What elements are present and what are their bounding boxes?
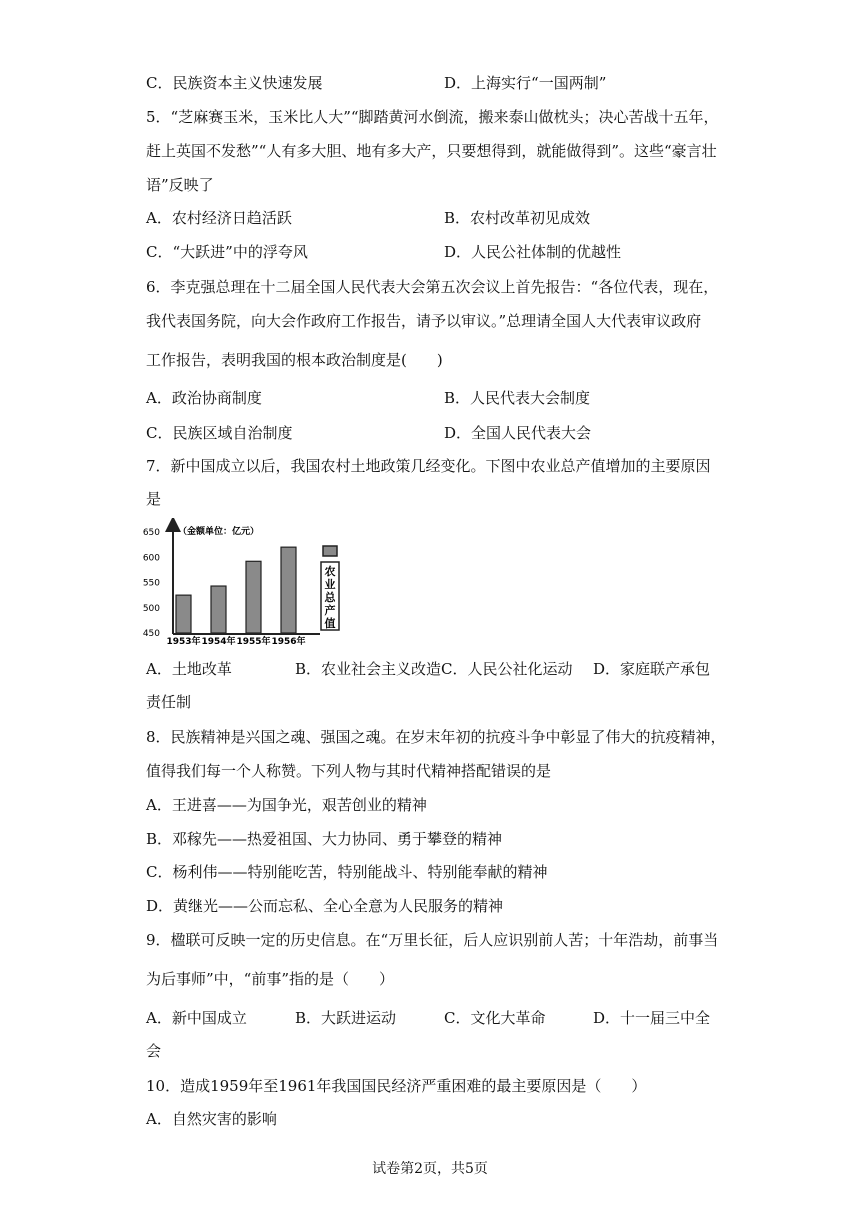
y-tick-label: 600 xyxy=(142,553,160,564)
y-tick-label: 500 xyxy=(142,603,160,614)
page-footer: 试卷第2页，共5页 xyxy=(372,1161,488,1177)
q6-stem-line-1: 6．李克强总理在十二届全国人民代表大会第五次会议上首先报告：“各位代表，现在， xyxy=(146,278,719,296)
q8-option-d: D．黄继光——公而忘私、全心全意为人民服务的精神 xyxy=(146,897,504,915)
q10-option-a: A．自然灾害的影响 xyxy=(146,1110,277,1128)
x-tick-label: 1955年 xyxy=(236,637,271,646)
q7-option-a: A．土地改革 xyxy=(146,660,232,678)
q6-option-a: A．政治协商制度 xyxy=(146,389,262,407)
x-tick-label: 1956年 xyxy=(271,637,306,646)
q5-stem-line-3: 语”反映了 xyxy=(146,176,214,194)
q6-stem-line-3: 工作报告，表明我国的根本政治制度是( ) xyxy=(146,351,443,369)
q9-option-c: C．文化大革命 xyxy=(444,1009,546,1027)
q5-option-b: B．农村改革初见成效 xyxy=(444,209,591,227)
bar-1956年 xyxy=(281,547,296,633)
q7-stem-line-2: 是 xyxy=(146,490,162,508)
q6-stem-line-2: 我代表国务院，向大会作政府工作报告，请予以审议。”总理请全国人大代表审议政府 xyxy=(146,312,702,330)
y-tick-label: 550 xyxy=(142,578,160,589)
legend-swatch xyxy=(323,546,337,556)
x-tick-label: 1954年 xyxy=(201,637,236,646)
bar-1953年 xyxy=(176,595,191,633)
q9-option-b: B．大跃进运动 xyxy=(295,1009,397,1027)
y-tick-label: 650 xyxy=(142,528,160,538)
q8-option-b: B．邓稼先——热爱祖国、大力协同、勇于攀登的精神 xyxy=(146,830,503,848)
q9-option-d-continued: 会 xyxy=(146,1042,162,1060)
q5-option-c: C．“大跃进”中的浮夸风 xyxy=(146,243,308,261)
q8-option-a: A．王进喜——为国争光，艰苦创业的精神 xyxy=(146,796,427,814)
q4-option-d: D．上海实行“一国两制” xyxy=(444,74,607,92)
q9-option-d: D．十一届三中全 xyxy=(593,1009,711,1027)
q9-stem-line-2: 为后事师”中，“前事”指的是（ ） xyxy=(146,970,395,988)
q7-option-d: D．家庭联产承包 xyxy=(593,660,711,678)
y-tick-label: 450 xyxy=(142,629,160,639)
legend-char: 总 xyxy=(324,591,336,604)
legend-label xyxy=(325,564,337,630)
q7-option-c: C．人民公社化运动 xyxy=(441,660,573,678)
q5-option-d: D．人民公社体制的优越性 xyxy=(444,243,622,261)
q5-stem-line-1: 5．“芝麻赛玉米，玉米比人大”“脚踏黄河水倒流，搬来泰山做枕头；决心苦战十五年， xyxy=(146,108,719,126)
q9-stem-line-1: 9．楹联可反映一定的历史信息。在“万里长征，后人应识别前人苦；十年浩劫，前事当 xyxy=(146,931,719,949)
agriculture-output-chart xyxy=(140,518,350,646)
q5-stem-line-2: 赶上英国不发愁”“人有多大胆、地有多大产，只要想得到，就能做得到”。这些“豪言壮 xyxy=(146,142,717,160)
q10-stem: 10．造成1959年至1961年我国国民经济严重困难的最主要原因是（ ） xyxy=(146,1077,647,1095)
q9-option-a: A．新中国成立 xyxy=(146,1009,247,1027)
q4-option-c: C．民族资本主义快速发展 xyxy=(146,74,323,92)
q8-option-c: C．杨利伟——特别能吃苦，特别能战斗、特别能奉献的精神 xyxy=(146,863,548,881)
legend-char: 农 xyxy=(324,565,336,578)
q6-option-c: C．民族区域自治制度 xyxy=(146,424,293,442)
q6-option-d: D．全国人民代表大会 xyxy=(444,424,592,442)
legend-char: 值 xyxy=(324,617,336,630)
unit-note: （金额单位：亿元） xyxy=(178,527,260,537)
q7-option-d-continued: 责任制 xyxy=(146,693,192,711)
q6-option-b: B．人民代表大会制度 xyxy=(444,389,591,407)
bar-1955年 xyxy=(246,561,261,633)
q7-stem-line-1: 7．新中国成立以后，我国农村土地政策几经变化。下图中农业总产值增加的主要原因 xyxy=(146,457,711,475)
q8-stem-line-2: 值得我们每一个人称赞。下列人物与其时代精神搭配错误的是 xyxy=(146,762,552,780)
legend-char: 产 xyxy=(324,604,336,617)
legend-char: 业 xyxy=(324,578,336,591)
bar-1954年 xyxy=(211,586,226,633)
q5-option-a: A．农村经济日趋活跃 xyxy=(146,209,292,227)
q7-option-b: B．农业社会主义改造 xyxy=(295,660,442,678)
x-tick-label: 1953年 xyxy=(166,637,201,646)
q8-stem-line-1: 8．民族精神是兴国之魂、强国之魂。在岁末年初的抗疫斗争中彰显了伟大的抗疫精神， xyxy=(146,728,726,746)
